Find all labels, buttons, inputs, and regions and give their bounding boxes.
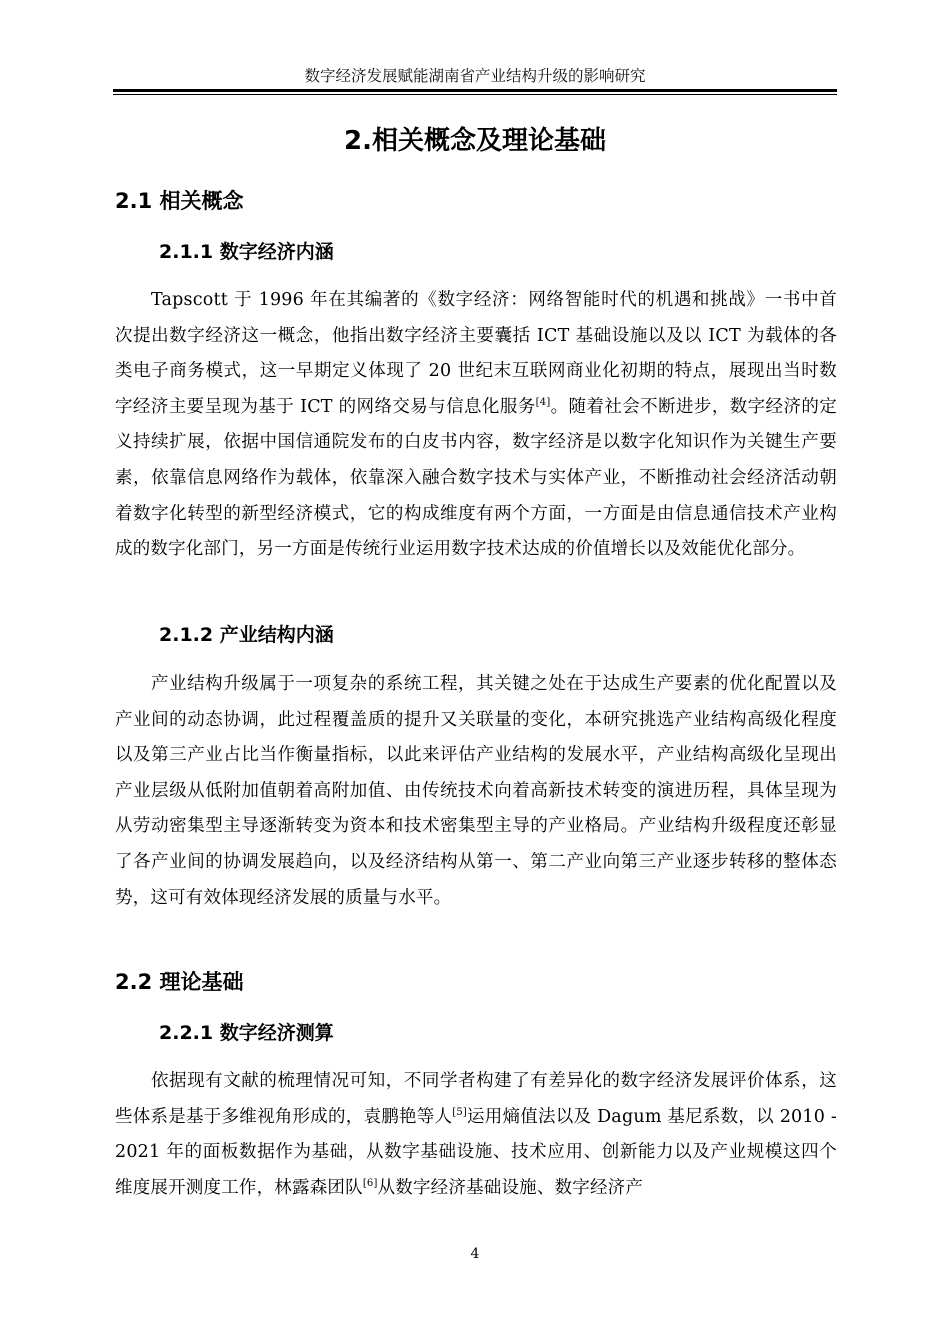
section-heading-2-2: 2.2 理论基础	[115, 970, 244, 994]
paragraph-text: 。随着社会不断进步，数字经济的定义持续扩展，依据中国信通院发布的白皮书内容，数字经济是以数字化知识作为关键生产要素，依靠信息网络作为载体，依靠深入融合数字技术与实体产业，不断推动社会经济活动朝着数字化转型的新型经济模式，它的构成维度有两个方面，一方面是由信息通信技术产业构成的数字化部门，另一方面是传统行业运用数字技术达成的价值增长以及效能优化部分。	[115, 396, 837, 560]
paragraph-industrial-structure-definition	[115, 667, 837, 916]
paragraph-digital-economy-definition	[115, 283, 837, 568]
paragraph-digital-economy-measurement	[115, 1064, 837, 1206]
paragraph-text: 运用熵值法以及 Dagum 基尼系数，以 2010 - 2021 年的面板数据作为基础，从数字基础设施、技术应用、创新能力以及产业规模这四个维度展开测度工作，林露森团队	[115, 1106, 837, 1198]
chapter-title: 2.相关概念及理论基础	[344, 126, 606, 156]
paragraph-text: 依据现有文献的梳理情况可知，不同学者构建了有差异化的数字经济发展评价体系，这些体系是基于多维视角形成的，袁鹏艳等人	[115, 1071, 837, 1127]
subsection-heading-2-2-1: 2.2.1 数字经济测算	[159, 1022, 334, 1044]
paragraph-text: Tapscott 于 1996 年在其编著的《数字经济：网络智能时代的机遇和挑战》一书中首次提出数字经济这一概念，他指出数字经济主要囊括 ICT 基础设施以及以 ICT 为载体的各类电子商务模式，这一早期定义体现了 20 世纪末互联网商业化初期的特点，展现出当时数字经济主要呈现为基于 ICT 的网络交易与信息化服务	[115, 290, 837, 417]
citation-6: [6]	[362, 1177, 378, 1189]
paragraph-text: 从数字经济基础设施、数字经济产	[377, 1177, 644, 1198]
citation-4: [4]	[535, 396, 551, 408]
subsection-heading-2-1-2: 2.1.2 产业结构内涵	[159, 624, 334, 646]
paragraph-text: 产业结构升级属于一项复杂的系统工程，其关键之处在于达成生产要素的优化配置以及产业间的动态协调，此过程覆盖质的提升又关联量的变化，本研究挑选产业结构高级化程度以及第三产业占比当作衡量指标，以此来评估产业结构的发展水平，产业结构高级化呈现出产业层级从低附加值朝着高附加值、由传统技术向着高新技术转变的演进历程，具体呈现为从劳动密集型主导逐渐转变为资本和技术密集型主导的产业格局。产业结构升级程度还彰显了各产业间的协调发展趋向，以及经济结构从第一、第二产业向第三产业逐步转移的整体态势，这可有效体现经济发展的质量与水平。	[115, 674, 837, 908]
subsection-heading-2-1-1: 2.1.1 数字经济内涵	[159, 241, 334, 263]
running-header: 数字经济发展赋能湖南省产业结构升级的影响研究	[304, 67, 646, 85]
header-rule-thin	[113, 94, 837, 95]
section-heading-2-1: 2.1 相关概念	[115, 189, 244, 213]
page-number: 4	[470, 1246, 480, 1262]
header-rule-thick	[113, 89, 837, 92]
citation-5: [5]	[452, 1106, 467, 1118]
